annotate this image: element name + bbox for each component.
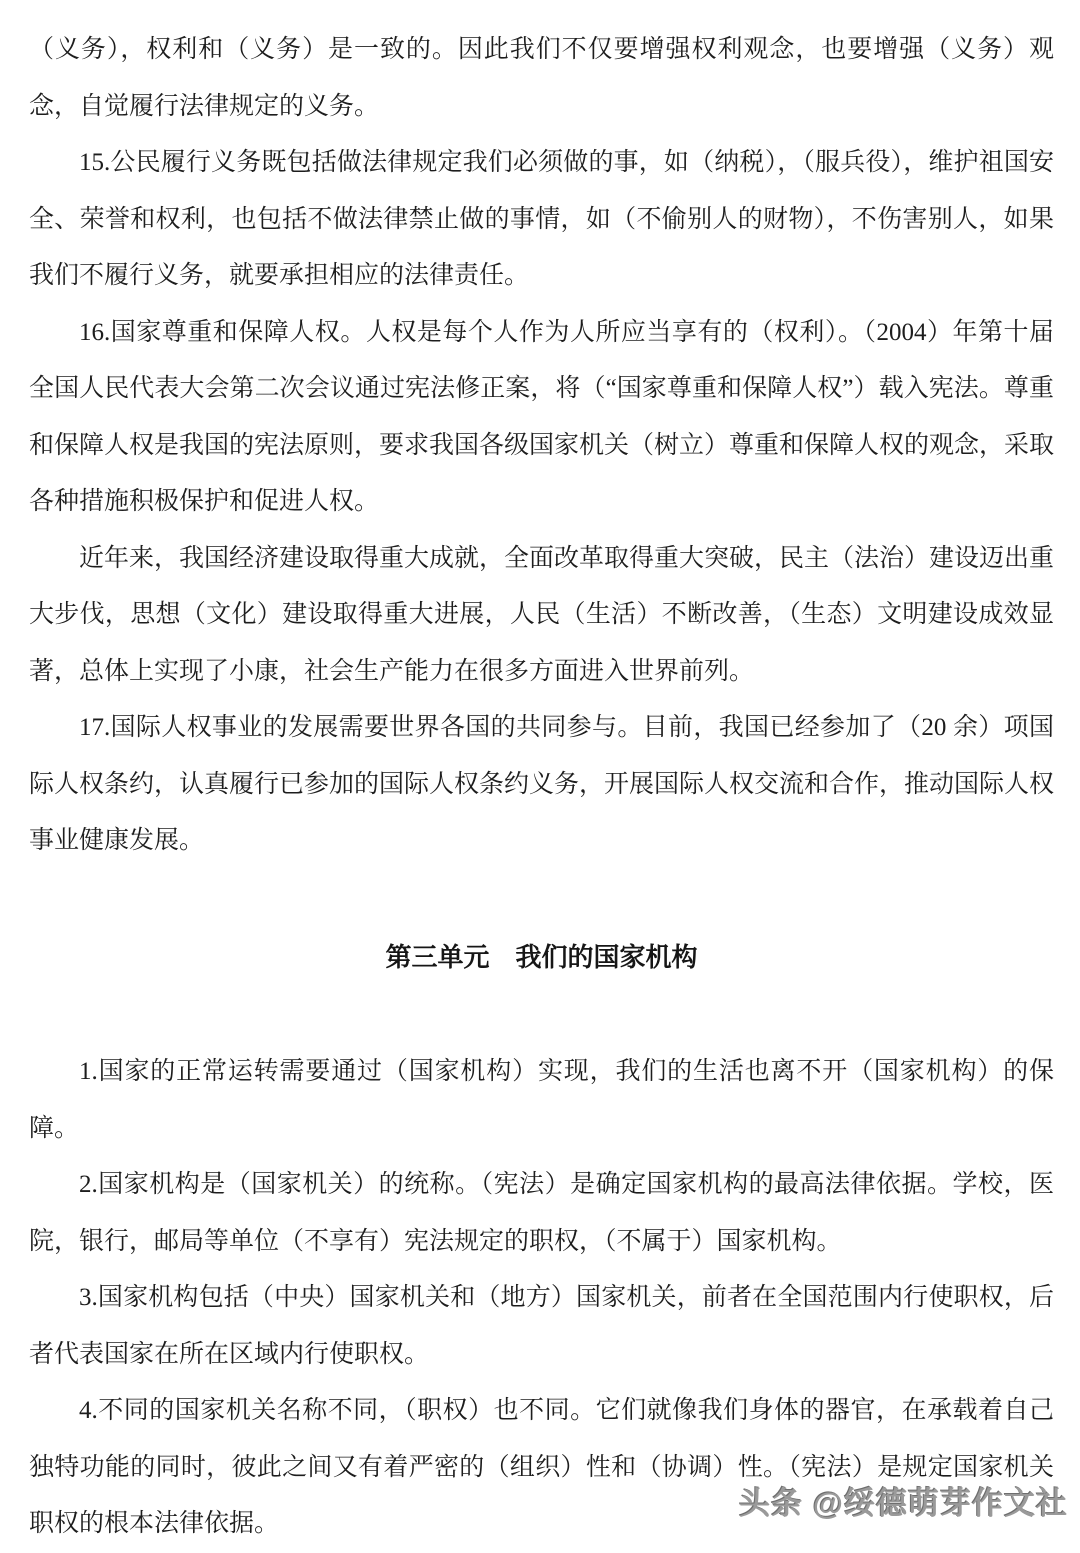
paragraph-item-16-recent-years: 近年来，我国经济建设取得重大成就，全面改革取得重大突破，民主（法治）建设迈出重大步伐，思想（文化）建设取得重大进展，人民（生活）不断改善，（生态）文明建设成效显著，总体上实现了小康，社会生产能力在很多方面进入世界前列。 bbox=[29, 544, 1055, 685]
paragraph-continuation-item-14: （义务），权利和（义务）是一致的。因此我们不仅要增强权利观念，也要增强（义务）观念，自觉履行法律规定的义务。 bbox=[29, 36, 1054, 120]
paragraph-unit3-item-2: 2.国家机构是（国家机关）的统称。（宪法）是确定国家机构的最高法律依据。学校，医院，银行，邮局等单位（不享有）宪法规定的职权，（不属于）国家机构。 bbox=[29, 1171, 1054, 1255]
paragraph-unit3-item-3: 3.国家机构包括（中央）国家机关和（地方）国家机关，前者在全国范围内行使职权，后者代表国家在所在区域内行使职权。 bbox=[29, 1284, 1054, 1368]
paragraph-item-17: 17.国际人权事业的发展需要世界各国的共同参与。目前，我国已经参加了（20 余）项国际人权条约，认真履行已参加的国际人权条约义务，开展国际人权交流和合作，推动国际人权事业健康发展。 bbox=[29, 714, 1055, 854]
paragraph-unit3-item-1: 1.国家的正常运转需要通过（国家机构）实现，我们的生活也离不开（国家机构）的保障。 bbox=[29, 1058, 1054, 1142]
paragraph-item-16: 16.国家尊重和保障人权。人权是每个人作为人所应当享有的（权利）。（2004）年第十届全国人民代表大会第二次会议通过宪法修正案，将（“国家尊重和保障人权”）载入宪法。尊重和保障人权是我国的宪法原则，要求我国各级国家机关（树立）尊重和保障人权的观念，采取各种措施积极保护和促进人权。 bbox=[29, 318, 1055, 515]
paragraph-unit3-item-4: 4.不同的国家机关名称不同，（职权）也不同。它们就像我们身体的器官，在承载着自己独特功能的同时，彼此之间又有着严密的（组织）性和（协调）性。（宪法）是规定国家机关职权的根本法律依据。 bbox=[29, 1397, 1054, 1537]
watermark-toutiao-handle: 头条 @绥德萌芽作文社 bbox=[739, 1486, 1068, 1521]
section-heading-unit3: 第三单元 我们的国家机构 bbox=[385, 942, 698, 972]
paragraph-item-15: 15.公民履行义务既包括做法律规定我们必须做的事，如（纳税），（服兵役），维护祖国安全、荣誉和权利，也包括不做法律禁止做的事情，如（不偷别人的财物），不伤害别人，如果我们不履行义务，就要承担相应的法律责任。 bbox=[29, 149, 1054, 289]
